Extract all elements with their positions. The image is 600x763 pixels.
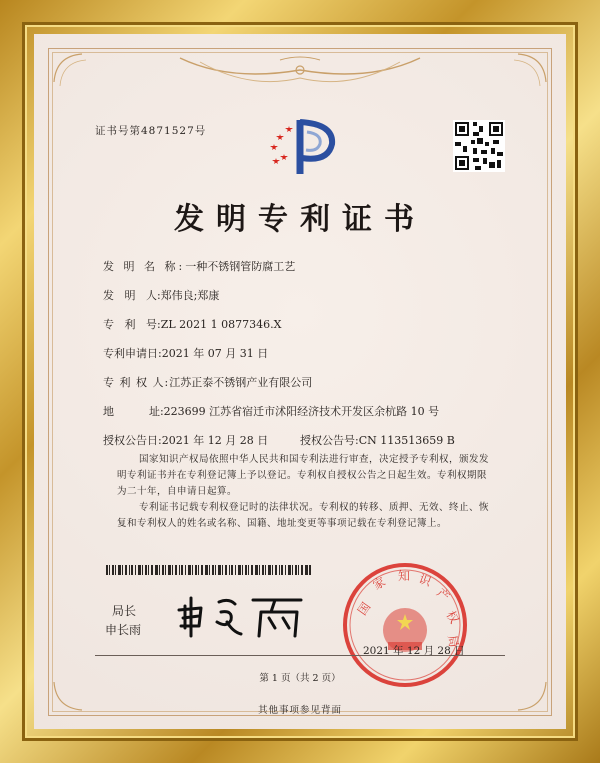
field-patentee [103, 374, 312, 390]
field-address [103, 403, 439, 419]
field-patent-number [103, 316, 281, 332]
field-label: 专 利 号: [103, 318, 161, 331]
field-inventor [103, 287, 219, 303]
patent-office-logo [262, 112, 342, 182]
field-label: 发 明 人: [103, 289, 161, 302]
field-label: 发 明 名 称: [103, 260, 186, 273]
handwritten-signature [175, 592, 315, 640]
qr-code [453, 120, 505, 172]
field-value: 一种不锈钢管防腐工艺 [185, 260, 296, 273]
field-invention-name [103, 258, 295, 274]
field-label: 专利申请日: [103, 347, 162, 360]
grant-number [300, 432, 455, 448]
field-value: ZL 2021 1 0877346.X [160, 318, 282, 331]
back-note: 其他事项参见背面 [257, 705, 342, 716]
svg-text:知: 知 [398, 569, 411, 583]
grant-date-value: 2021 年 12 月 28 日 [161, 434, 269, 447]
svg-text:识: 识 [416, 571, 434, 589]
field-value: 江苏正泰不锈钢产业有限公司 [169, 376, 313, 389]
grant-date [103, 432, 268, 448]
field-value: 2021 年 07 月 31 日 [161, 347, 269, 360]
svg-text:权: 权 [443, 608, 462, 626]
top-ornament [170, 52, 430, 92]
svg-text:家: 家 [370, 574, 388, 593]
corner-ornament-top-right [508, 52, 548, 92]
field-label: 地 址: [103, 405, 164, 418]
grant-number-value: CN 113513659 B [358, 434, 455, 447]
page-info: 第 1 页（共 2 页） [259, 673, 341, 684]
svg-text:局: 局 [445, 634, 461, 649]
field-application-date [103, 345, 268, 361]
certificate-number: 证书号第4871527号 [95, 125, 207, 137]
seal-date: 2021 年 12 月 28 日 [363, 645, 465, 657]
grant-date-label: 授权公告日: [103, 434, 162, 447]
field-label: 专 利 权 人: [103, 376, 170, 389]
svg-text:产: 产 [434, 585, 453, 605]
field-value: 郑伟良;郑康 [160, 289, 220, 302]
corner-ornament-top-left [52, 52, 92, 92]
svg-text:国: 国 [354, 599, 374, 618]
signatory-title: 局长 [112, 604, 137, 618]
barcode [106, 565, 311, 575]
certificate-title: 发明专利证书 [174, 202, 426, 237]
signatory-name: 申长雨 [105, 623, 142, 637]
grant-statement-paragraph: 国家知识产权局依照中华人民共和国专利法进行审查，决定授予专利权，颁发发明专利证书并在专利登记簿上予以登记。专利权自授权公告之日起生效。专利权期限为二十年，自申请日起算。 [117, 454, 490, 497]
grant-number-label: 授权公告号: [300, 434, 359, 447]
legal-status-paragraph: 专利证书记载专利权登记时的法律状况。专利权的转移、质押、无效、终止、恢复和专利权人的姓名或名称、国籍、地址变更等事项记载在专利登记簿上。 [117, 502, 490, 529]
field-value: 223699 江苏省宿迁市沭阳经济技术开发区余杭路 10 号 [163, 405, 440, 418]
footer-divider [95, 655, 505, 656]
